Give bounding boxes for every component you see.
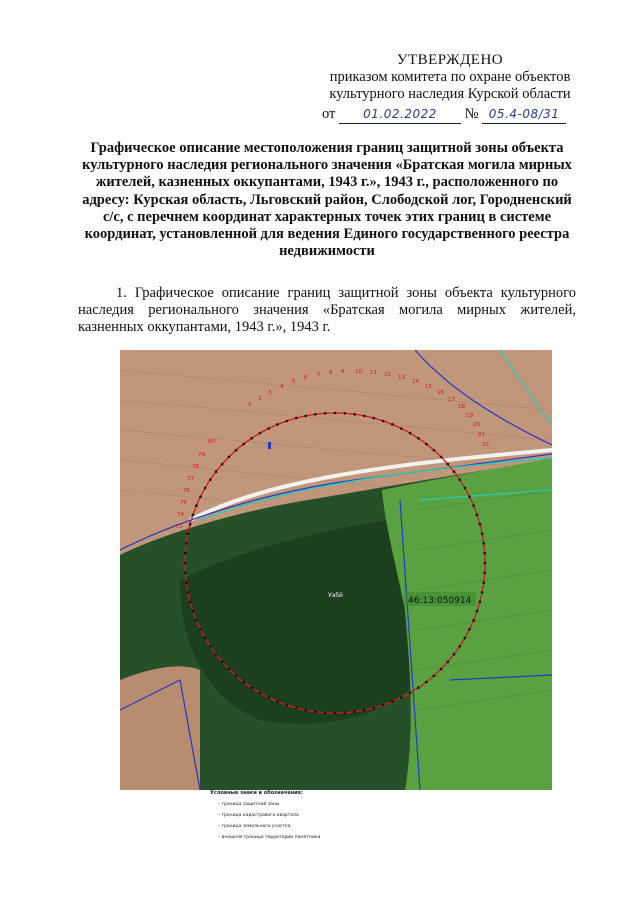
boundary-point <box>409 692 412 695</box>
boundary-point <box>204 637 207 640</box>
zone-map <box>120 350 552 790</box>
boundary-point <box>221 661 224 664</box>
boundary-point <box>440 668 443 671</box>
point-label: 13 <box>398 375 405 381</box>
boundary-point <box>476 610 479 613</box>
boundary-point <box>363 415 366 418</box>
legend-item: – граница защитной зоны <box>218 802 280 807</box>
point-label: 79 <box>198 452 205 458</box>
boundary-point <box>221 463 224 466</box>
boundary-point <box>235 449 238 452</box>
boundary-point <box>447 661 450 664</box>
lower-left-field <box>120 666 200 790</box>
point-label: 5 <box>292 379 296 385</box>
boundary-point <box>373 707 376 710</box>
small-blue-marker <box>268 442 271 449</box>
number-prefix: № <box>464 106 479 122</box>
boundary-point <box>187 532 190 535</box>
point-label: 75 <box>180 500 187 506</box>
legend-item: – внешняя граница территории памятника <box>218 835 321 840</box>
boundary-point <box>304 415 307 418</box>
boundary-point <box>453 470 456 473</box>
handwritten-date: 01.02.2022 <box>363 107 437 121</box>
boundary-point <box>215 470 218 473</box>
point-label: 1 <box>248 402 252 408</box>
boundary-point <box>391 700 394 703</box>
boundary-point <box>334 712 337 715</box>
boundary-point <box>400 427 403 430</box>
boundary-point <box>286 420 289 423</box>
point-label: 9 <box>341 369 345 375</box>
boundary-point <box>425 443 428 446</box>
boundary-point <box>267 696 270 699</box>
point-label: 16 <box>437 390 444 396</box>
approval-date-number-row <box>322 106 566 124</box>
point-label: 6 <box>304 375 308 381</box>
boundary-point <box>334 412 337 415</box>
boundary-point <box>189 523 192 526</box>
boundary-point <box>204 487 207 490</box>
boundary-point <box>242 443 245 446</box>
point-label: 80 <box>208 439 215 445</box>
cadastral-number-label: 46:13:050914 <box>408 596 472 606</box>
boundary-point <box>382 704 385 707</box>
boundary-point <box>250 686 253 689</box>
boundary-point <box>242 681 245 684</box>
boundary-point <box>199 628 202 631</box>
boundary-point <box>417 437 420 440</box>
approval-block <box>300 52 600 103</box>
boundary-point <box>184 562 187 565</box>
boundary-point <box>195 619 198 622</box>
point-label: 15 <box>425 384 432 390</box>
boundary-point <box>228 668 231 671</box>
boundary-point <box>468 628 471 631</box>
approval-line-1: приказом комитета по охране объектов <box>329 69 571 85</box>
point-label: 18 <box>458 404 465 410</box>
boundary-point <box>215 653 218 656</box>
boundary-point <box>295 707 298 710</box>
boundary-point <box>433 675 436 678</box>
boundary-point <box>259 432 262 435</box>
boundary-point <box>314 710 317 713</box>
boundary-point <box>417 686 420 689</box>
boundary-point <box>433 449 436 452</box>
legend-item: – граница кадастрового квартала <box>218 813 299 818</box>
boundary-point <box>259 692 262 695</box>
boundary-point <box>324 412 327 415</box>
boundary-point <box>184 552 187 555</box>
boundary-point <box>382 420 385 423</box>
boundary-point <box>185 542 188 545</box>
point-label: 21 <box>478 432 485 438</box>
boundary-point <box>276 423 279 426</box>
boundary-point <box>344 412 347 415</box>
point-label: 74 <box>177 512 184 518</box>
boundary-point <box>192 610 195 613</box>
boundary-point <box>184 572 187 575</box>
handwritten-number: 05.4-08/31 <box>488 107 560 121</box>
point-label: 10 <box>355 369 362 375</box>
boundary-point <box>472 504 475 507</box>
boundary-point <box>353 710 356 713</box>
boundary-point <box>409 432 412 435</box>
boundary-point <box>472 619 475 622</box>
boundary-point <box>425 681 428 684</box>
point-label: 73 <box>175 524 182 530</box>
map-legend <box>210 790 320 840</box>
point-label: 11 <box>370 370 377 376</box>
boundary-point <box>235 675 238 678</box>
point-label: 22 <box>482 442 489 448</box>
boundary-point <box>199 495 202 498</box>
point-label: 8 <box>329 370 333 376</box>
boundary-point <box>228 456 231 459</box>
boundary-point <box>453 653 456 656</box>
boundary-point <box>189 601 192 604</box>
boundary-point <box>464 637 467 640</box>
boundary-point <box>447 463 450 466</box>
point-label: 7 <box>317 372 321 378</box>
satellite-map-image <box>120 350 552 790</box>
boundary-point <box>187 591 190 594</box>
boundary-point <box>464 487 467 490</box>
boundary-point <box>391 423 394 426</box>
point-label: 4 <box>280 384 284 390</box>
boundary-point <box>314 413 317 416</box>
point-label: 20 <box>473 422 480 428</box>
boundary-point <box>458 478 461 481</box>
boundary-point <box>209 645 212 648</box>
boundary-point <box>209 478 212 481</box>
boundary-point <box>295 417 298 420</box>
boundary-point <box>484 562 487 565</box>
section-text: Графическое описание границ защитной зоны объекта культурного наследия регионального значения «Братская могила мирных жителей, казненных оккупантами, 1943 г.», 1943 г. <box>78 285 577 336</box>
boundary-point <box>353 413 356 416</box>
boundary-point <box>286 704 289 707</box>
boundary-point <box>476 514 479 517</box>
point-label: 14 <box>412 379 419 385</box>
boundary-point <box>304 709 307 712</box>
boundary-point <box>195 504 198 507</box>
point-label: 17 <box>448 397 455 403</box>
section-number: 1. <box>116 285 127 301</box>
approval-heading: УТВЕРЖДЕНО <box>396 52 504 68</box>
boundary-point <box>373 417 376 420</box>
legend-title: Условные знаки и обозначения: <box>210 790 303 796</box>
boundary-point <box>267 427 270 430</box>
boundary-point <box>276 700 279 703</box>
section-1-paragraph <box>78 285 576 337</box>
boundary-point <box>440 456 443 459</box>
point-label: 77 <box>187 476 194 482</box>
boundary-point <box>482 542 485 545</box>
boundary-point <box>185 581 188 584</box>
date-prefix: от <box>322 106 336 122</box>
object-label: Уабй <box>328 592 343 599</box>
boundary-point <box>458 645 461 648</box>
boundary-point <box>192 514 195 517</box>
boundary-point <box>482 581 485 584</box>
boundary-point <box>363 709 366 712</box>
point-label: 19 <box>466 413 473 419</box>
boundary-point <box>250 437 253 440</box>
boundary-point <box>483 552 486 555</box>
boundary-point <box>481 532 484 535</box>
legend-item: – граница земельного участка <box>218 824 291 829</box>
point-label: 2 <box>258 396 262 402</box>
point-label: 78 <box>192 464 199 470</box>
boundary-point <box>481 591 484 594</box>
approval-line-2: культурного наследия Курской области <box>329 86 571 102</box>
boundary-point <box>400 696 403 699</box>
boundary-point <box>479 601 482 604</box>
point-label: 76 <box>183 488 190 494</box>
boundary-point <box>483 572 486 575</box>
boundary-point <box>324 711 327 714</box>
boundary-point <box>344 711 347 714</box>
point-label: 12 <box>384 372 391 378</box>
boundary-point <box>468 495 471 498</box>
boundary-point <box>479 523 482 526</box>
point-label: 3 <box>268 390 272 396</box>
document-title: Графическое описание местоположения границ защитной зоны объекта культурного наследия регионального значения «Братская могила мирных жителей, казненных оккупантами, 1943 г.», 1943 г., расположенного по адресу: Курская область, Льговский район, Слободской лог, Городненский с/с, с перечнем координат характерных точек этих границ в системе координат, установленной для ведения Единого государственного реестра недвижимости <box>82 140 572 260</box>
